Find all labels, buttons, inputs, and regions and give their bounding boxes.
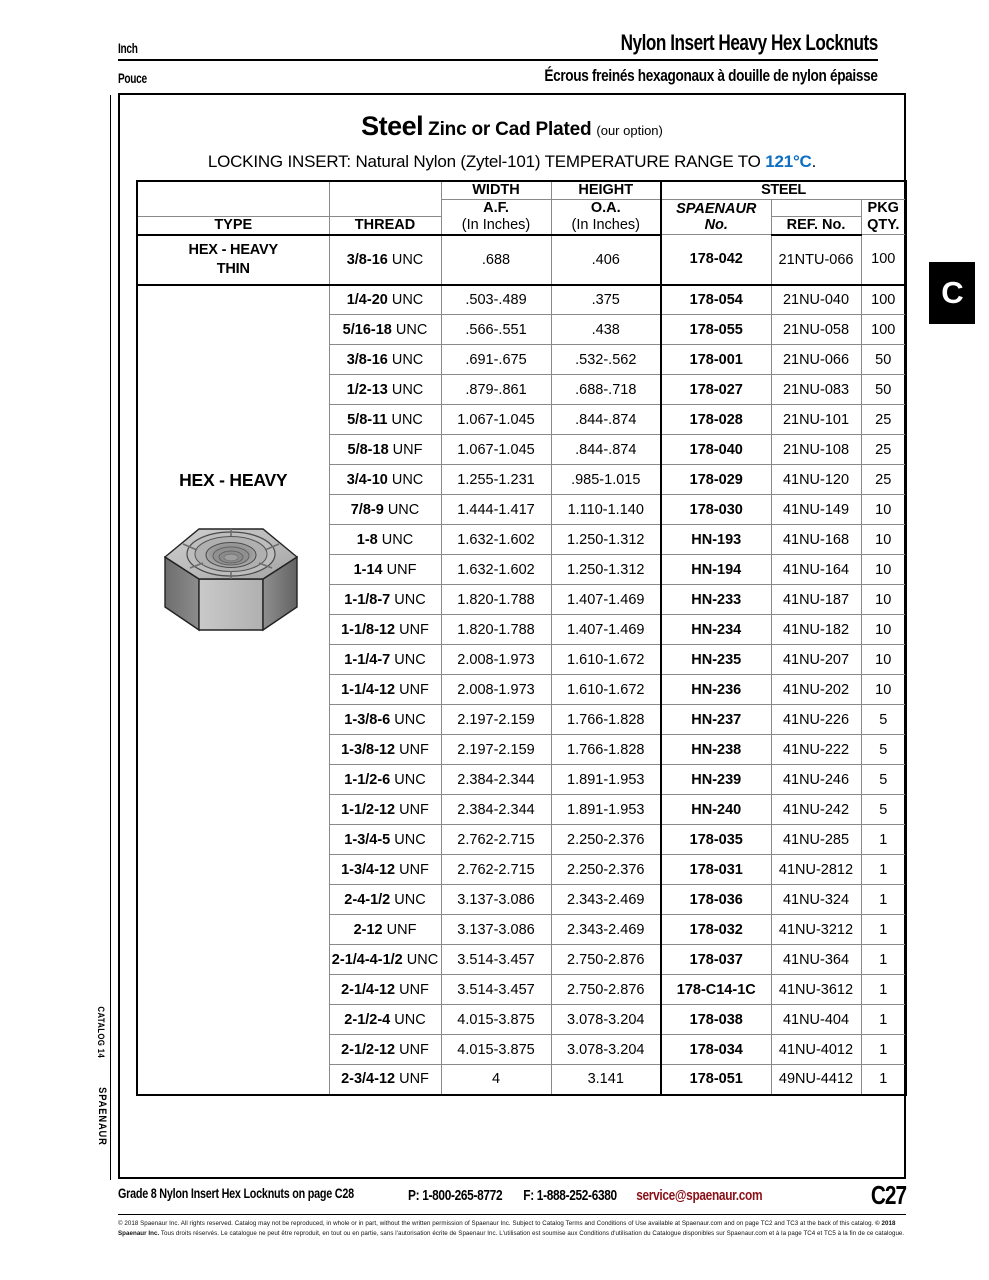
cell-thread: 1-3/4-12 UNF [329,855,441,885]
cell-width: 2.762-2.715 [441,855,551,885]
table-head [137,181,906,235]
cell-thread: 1-8 UNC [329,525,441,555]
cell-height: .438 [551,315,661,345]
cell-height: 3.078-3.204 [551,1035,661,1065]
banner-material: Steel [361,111,424,141]
header-ref-spacer [771,199,861,216]
cell-thread: 1-3/8-6 UNC [329,705,441,735]
legal-text-en: © 2018 Spaenaur Inc. All rights reserved. Catalog may not be reproduced, in whole or in part, without the written permission of Spaenaur Inc. Subject to Catalog Terms and Conditions of Use available at Spaenaur.com and on page TC2 and TC3 at the back of this catalog. [118,1220,876,1227]
type-label-line1: HEX - HEAVY [188,242,278,259]
cell-spaenaur-no: 178-051 [661,1065,771,1095]
cell-ref-no: 41NU-187 [771,585,861,615]
cell-ref-no: 41NU-222 [771,735,861,765]
type-label: HEX - HEAVY [179,469,288,490]
cell-width: .566-.551 [441,315,551,345]
cell-width: 2.384-2.344 [441,765,551,795]
cell-height: 1.891-1.953 [551,765,661,795]
cell-height: .985-1.015 [551,465,661,495]
cell-type [137,285,329,1095]
cell-thread: 1/2-13 UNC [329,375,441,405]
cell-spaenaur-no: HN-240 [661,795,771,825]
cell-pkg-qty: 25 [861,465,906,495]
catalog-edition-label: CATALOG 14 [96,1006,106,1059]
header-type-spacer [137,181,329,216]
fax-number: F: 1-888-252-6380 [523,1188,617,1204]
cell-ref-no: 41NU-404 [771,1005,861,1035]
header-width-units: (In Inches) [441,216,551,234]
cell-height: 2.343-2.469 [551,885,661,915]
cell-ref-no: 41NU-364 [771,945,861,975]
cell-width: 2.197-2.159 [441,735,551,765]
cell-height: 2.343-2.469 [551,915,661,945]
cell-pkg-qty: 1 [861,885,906,915]
cell-pkg-qty: 1 [861,1035,906,1065]
cell-pkg-qty: 5 [861,735,906,765]
margin-rule [110,95,111,1180]
insert-text-prefix: LOCKING INSERT: Natural Nylon (Zytel-101) TEMPERATURE RANGE TO [207,152,766,171]
hex-nut-illustration [159,499,307,649]
cell-ref-no: 41NU-202 [771,675,861,705]
cell-pkg-qty: 10 [861,585,906,615]
cell-thread: 2-1/2-4 UNC [329,1005,441,1035]
cell-pkg-qty: 100 [861,235,906,285]
cell-pkg-qty: 10 [861,675,906,705]
cell-spaenaur-no: 178-027 [661,375,771,405]
cell-ref-no: 21NU-108 [771,435,861,465]
cell-height: 2.250-2.376 [551,825,661,855]
cell-ref-no: 41NU-207 [771,645,861,675]
cell-height: 1.407-1.469 [551,615,661,645]
cell-thread: 1-1/8-12 UNF [329,615,441,645]
cell-ref-no: 41NU-2812 [771,855,861,885]
cell-height: .532-.562 [551,345,661,375]
cell-pkg-qty: 25 [861,435,906,465]
header-width-line1: WIDTH [441,181,551,199]
header-height-line2 [551,199,661,216]
table-body-thin [137,235,906,285]
cell-pkg-qty: 10 [861,615,906,645]
legal-notice [118,1219,906,1239]
cell-height: 1.250-1.312 [551,555,661,585]
cell-ref-no: 49NU-4412 [771,1065,861,1095]
cell-thread: 3/4-10 UNC [329,465,441,495]
cell-spaenaur-no: HN-193 [661,525,771,555]
cell-pkg-qty: 25 [861,405,906,435]
locking-insert-note [120,152,904,172]
header-spaenaur-line1: SPAENAUR [676,200,757,217]
cell-height: 3.078-3.204 [551,1005,661,1035]
cell-spaenaur-no: 178-054 [661,285,771,315]
cell-thread: 1-3/4-5 UNC [329,825,441,855]
cell-height: 1.766-1.828 [551,735,661,765]
cell-width: 4 [441,1065,551,1095]
cell-height: 1.250-1.312 [551,525,661,555]
cell-pkg-qty: 1 [861,975,906,1005]
cell-spaenaur-no: HN-234 [661,615,771,645]
cell-ref-no: 41NU-4012 [771,1035,861,1065]
cell-width: 1.067-1.045 [441,435,551,465]
page-header [118,30,878,86]
cell-ref-no: 41NU-246 [771,765,861,795]
cell-width: 2.008-1.973 [441,675,551,705]
section-tab-c: C [929,262,975,324]
header-height-line1: HEIGHT [551,181,661,199]
phone-number: P: 1-800-265-8772 [408,1188,503,1204]
cell-pkg-qty: 10 [861,555,906,585]
header-spaenaur-line2: No. [704,216,728,233]
cell-width: 3.514-3.457 [441,975,551,1005]
header-width-af: A.F. [483,199,509,216]
cell-spaenaur-no: 178-042 [661,235,771,285]
page-title-en: Nylon Insert Heavy Hex Locknuts [620,30,878,55]
cell-spaenaur-no: 178-037 [661,945,771,975]
cell-spaenaur-no: HN-238 [661,735,771,765]
cell-width: 2.197-2.159 [441,705,551,735]
cell-thread: 1-3/8-12 UNF [329,735,441,765]
cell-ref-no: 21NU-066 [771,345,861,375]
cell-spaenaur-no: 178-030 [661,495,771,525]
cell-thread: 7/8-9 UNC [329,495,441,525]
brand-label: SPAENAUR [96,1087,108,1146]
cell-thread: 1/4-20 UNC [329,285,441,315]
cell-ref-no: 41NU-168 [771,525,861,555]
cell-spaenaur-no: 178-036 [661,885,771,915]
insert-temperature: 121°C [765,152,812,171]
email-address[interactable]: service@spaenaur.com [636,1188,763,1204]
header-thread: THREAD [329,216,441,234]
cell-width: 1.632-1.602 [441,555,551,585]
cell-width: 1.632-1.602 [441,525,551,555]
cell-thread: 2-1/4-12 UNF [329,975,441,1005]
header-pkg-qty [861,199,906,234]
cell-ref-no: 41NU-120 [771,465,861,495]
table-header-row-1 [137,181,906,199]
cell-height: 1.766-1.828 [551,705,661,735]
cell-height: .844-.874 [551,435,661,465]
cell-pkg-qty: 50 [861,375,906,405]
cell-pkg-qty: 100 [861,315,906,345]
header-thread-spacer [329,181,441,216]
cell-width: 2.384-2.344 [441,795,551,825]
cell-ref-no: 41NU-285 [771,825,861,855]
cell-spaenaur-no: 178-029 [661,465,771,495]
cell-spaenaur-no: HN-237 [661,705,771,735]
page-footer [118,1180,906,1239]
cell-pkg-qty: 1 [861,1005,906,1035]
cell-ref-no: 41NU-164 [771,555,861,585]
cell-ref-no: 21NU-083 [771,375,861,405]
cell-pkg-qty: 100 [861,285,906,315]
cross-reference-note: Grade 8 Nylon Insert Hex Locknuts on page C28 [118,1186,354,1201]
cell-width: 1.067-1.045 [441,405,551,435]
cell-spaenaur-no: 178-032 [661,915,771,945]
cell-pkg-qty: 1 [861,825,906,855]
cell-spaenaur-no: 178-035 [661,825,771,855]
cell-width: 3.137-3.086 [441,915,551,945]
cell-width: 1.444-1.417 [441,495,551,525]
cell-ref-no: 41NU-182 [771,615,861,645]
header-steel-group: STEEL [661,181,906,199]
cell-pkg-qty: 1 [861,855,906,885]
cell-width: 3.137-3.086 [441,885,551,915]
cell-pkg-qty: 5 [861,765,906,795]
cell-height: 1.407-1.469 [551,585,661,615]
banner-option: (our option) [596,123,663,138]
table-header-row-3 [137,216,906,234]
cell-ref-no: 41NU-3212 [771,915,861,945]
legal-copyright-fr: © 2018 Spaenaur Inc. [118,1220,896,1238]
cell-ref-no: 21NTU-066 [771,235,861,285]
cell-width: 1.820-1.788 [441,585,551,615]
cell-spaenaur-no: 178-038 [661,1005,771,1035]
cell-thread: 5/8-18 UNF [329,435,441,465]
cell-spaenaur-no: HN-233 [661,585,771,615]
cell-ref-no: 41NU-242 [771,795,861,825]
cell-spaenaur-no: HN-239 [661,765,771,795]
cell-pkg-qty: 10 [861,645,906,675]
cell-pkg-qty: 1 [861,945,906,975]
header-ref-no: REF. No. [771,216,861,234]
page-number: C27 [870,1180,906,1210]
cell-width: .688 [441,235,551,285]
cell-height: 2.750-2.876 [551,945,661,975]
page-title-fr: Écrous freinés hexagonaux à douille de nylon épaisse [544,66,878,85]
cell-thread: 2-1/4-4-1/2 UNC [329,945,441,975]
cell-height: 1.110-1.140 [551,495,661,525]
header-height-oa: O.A. [590,199,621,216]
cell-pkg-qty: 5 [861,795,906,825]
cell-height: 1.610-1.672 [551,645,661,675]
header-pkg-line1: PKG [867,200,899,217]
cell-height: 1.891-1.953 [551,795,661,825]
cell-pkg-qty: 10 [861,525,906,555]
cell-thread: 2-4-1/2 UNC [329,885,441,915]
type-label-line2: THIN [216,260,250,277]
cell-spaenaur-no: 178-055 [661,315,771,345]
type-illustration-block [138,286,329,655]
header-height-units: (In Inches) [551,216,661,234]
cell-width: 4.015-3.875 [441,1035,551,1065]
cell-spaenaur-no: 178-028 [661,405,771,435]
cell-ref-no: 41NU-149 [771,495,861,525]
cell-ref-no: 21NU-101 [771,405,861,435]
cell-height: .406 [551,235,661,285]
cell-ref-no: 41NU-3612 [771,975,861,1005]
cell-pkg-qty: 10 [861,495,906,525]
header-width-line2 [441,199,551,216]
cell-thread: 1-1/8-7 UNC [329,585,441,615]
cell-ref-no: 41NU-226 [771,705,861,735]
cell-thread: 1-1/2-6 UNC [329,765,441,795]
cell-thread: 1-1/4-7 UNC [329,645,441,675]
cell-spaenaur-no: HN-235 [661,645,771,675]
cell-spaenaur-no: 178-C14-1C [661,975,771,1005]
cell-thread: 5/16-18 UNC [329,315,441,345]
cell-height: .844-.874 [551,405,661,435]
cell-width: 2.008-1.973 [441,645,551,675]
cell-height: 2.750-2.876 [551,975,661,1005]
cell-width: 2.762-2.715 [441,825,551,855]
cell-ref-no: 41NU-324 [771,885,861,915]
cell-thread: 2-12 UNF [329,915,441,945]
cell-width: .503-.489 [441,285,551,315]
cell-spaenaur-no: 178-001 [661,345,771,375]
unit-label-fr: Pouce [118,70,147,86]
cell-pkg-qty: 5 [861,705,906,735]
cell-pkg-qty: 1 [861,915,906,945]
cell-thread: 1-1/4-12 UNF [329,675,441,705]
legal-text-fr: Tous droits réservés. Le catalogue ne peut être reproduit, en tout ou en partie, sans l'autorisation écrite de Spaenaur Inc. L'utilisation est soumise aux Conditions d'utilisation du Catalogue disponibles sur Spaenaur.com et à la page TC4 et TC5 à la fin de ce catalogue. [159,1230,905,1238]
cell-spaenaur-no: 178-034 [661,1035,771,1065]
cell-width: 4.015-3.875 [441,1005,551,1035]
cell-ref-no: 21NU-058 [771,315,861,345]
header-divider [118,59,878,61]
cell-height: .375 [551,285,661,315]
cell-height: 3.141 [551,1065,661,1095]
table-row [137,285,906,315]
banner [120,95,904,172]
cell-width: .691-.675 [441,345,551,375]
table-row [137,235,906,285]
cell-height: .688-.718 [551,375,661,405]
unit-label-en: Inch [118,40,138,56]
banner-finish: Zinc or Cad Plated [428,119,592,140]
cell-thread: 2-1/2-12 UNF [329,1035,441,1065]
cell-spaenaur-no: 178-031 [661,855,771,885]
cell-thread: 1-14 UNF [329,555,441,585]
cell-thread: 2-3/4-12 UNF [329,1065,441,1095]
spec-panel [118,93,906,1179]
header-pkg-line2: QTY. [867,216,900,233]
table-body-heavy [137,285,906,1095]
footer-divider [118,1214,906,1215]
cell-thread: 3/8-16 UNC [329,345,441,375]
cell-ref-no: 21NU-040 [771,285,861,315]
header-spaenaur-no [661,199,771,234]
cell-width: 1.820-1.788 [441,615,551,645]
cell-width: .879-.861 [441,375,551,405]
cell-thread: 5/8-11 UNC [329,405,441,435]
specification-table [136,180,907,1096]
cell-height: 2.250-2.376 [551,855,661,885]
cell-spaenaur-no: HN-194 [661,555,771,585]
cell-pkg-qty: 1 [861,1065,906,1095]
cell-height: 1.610-1.672 [551,675,661,705]
cell-thread: 1-1/2-12 UNF [329,795,441,825]
cell-width: 1.255-1.231 [441,465,551,495]
cell-spaenaur-no: HN-236 [661,675,771,705]
cell-pkg-qty: 50 [861,345,906,375]
insert-text-suffix: . [811,152,817,171]
cell-type [137,235,329,285]
cell-thread: 3/8-16 UNC [329,235,441,285]
header-type: TYPE [137,216,329,234]
cell-width: 3.514-3.457 [441,945,551,975]
contact-line [408,1188,762,1204]
cell-spaenaur-no: 178-040 [661,435,771,465]
